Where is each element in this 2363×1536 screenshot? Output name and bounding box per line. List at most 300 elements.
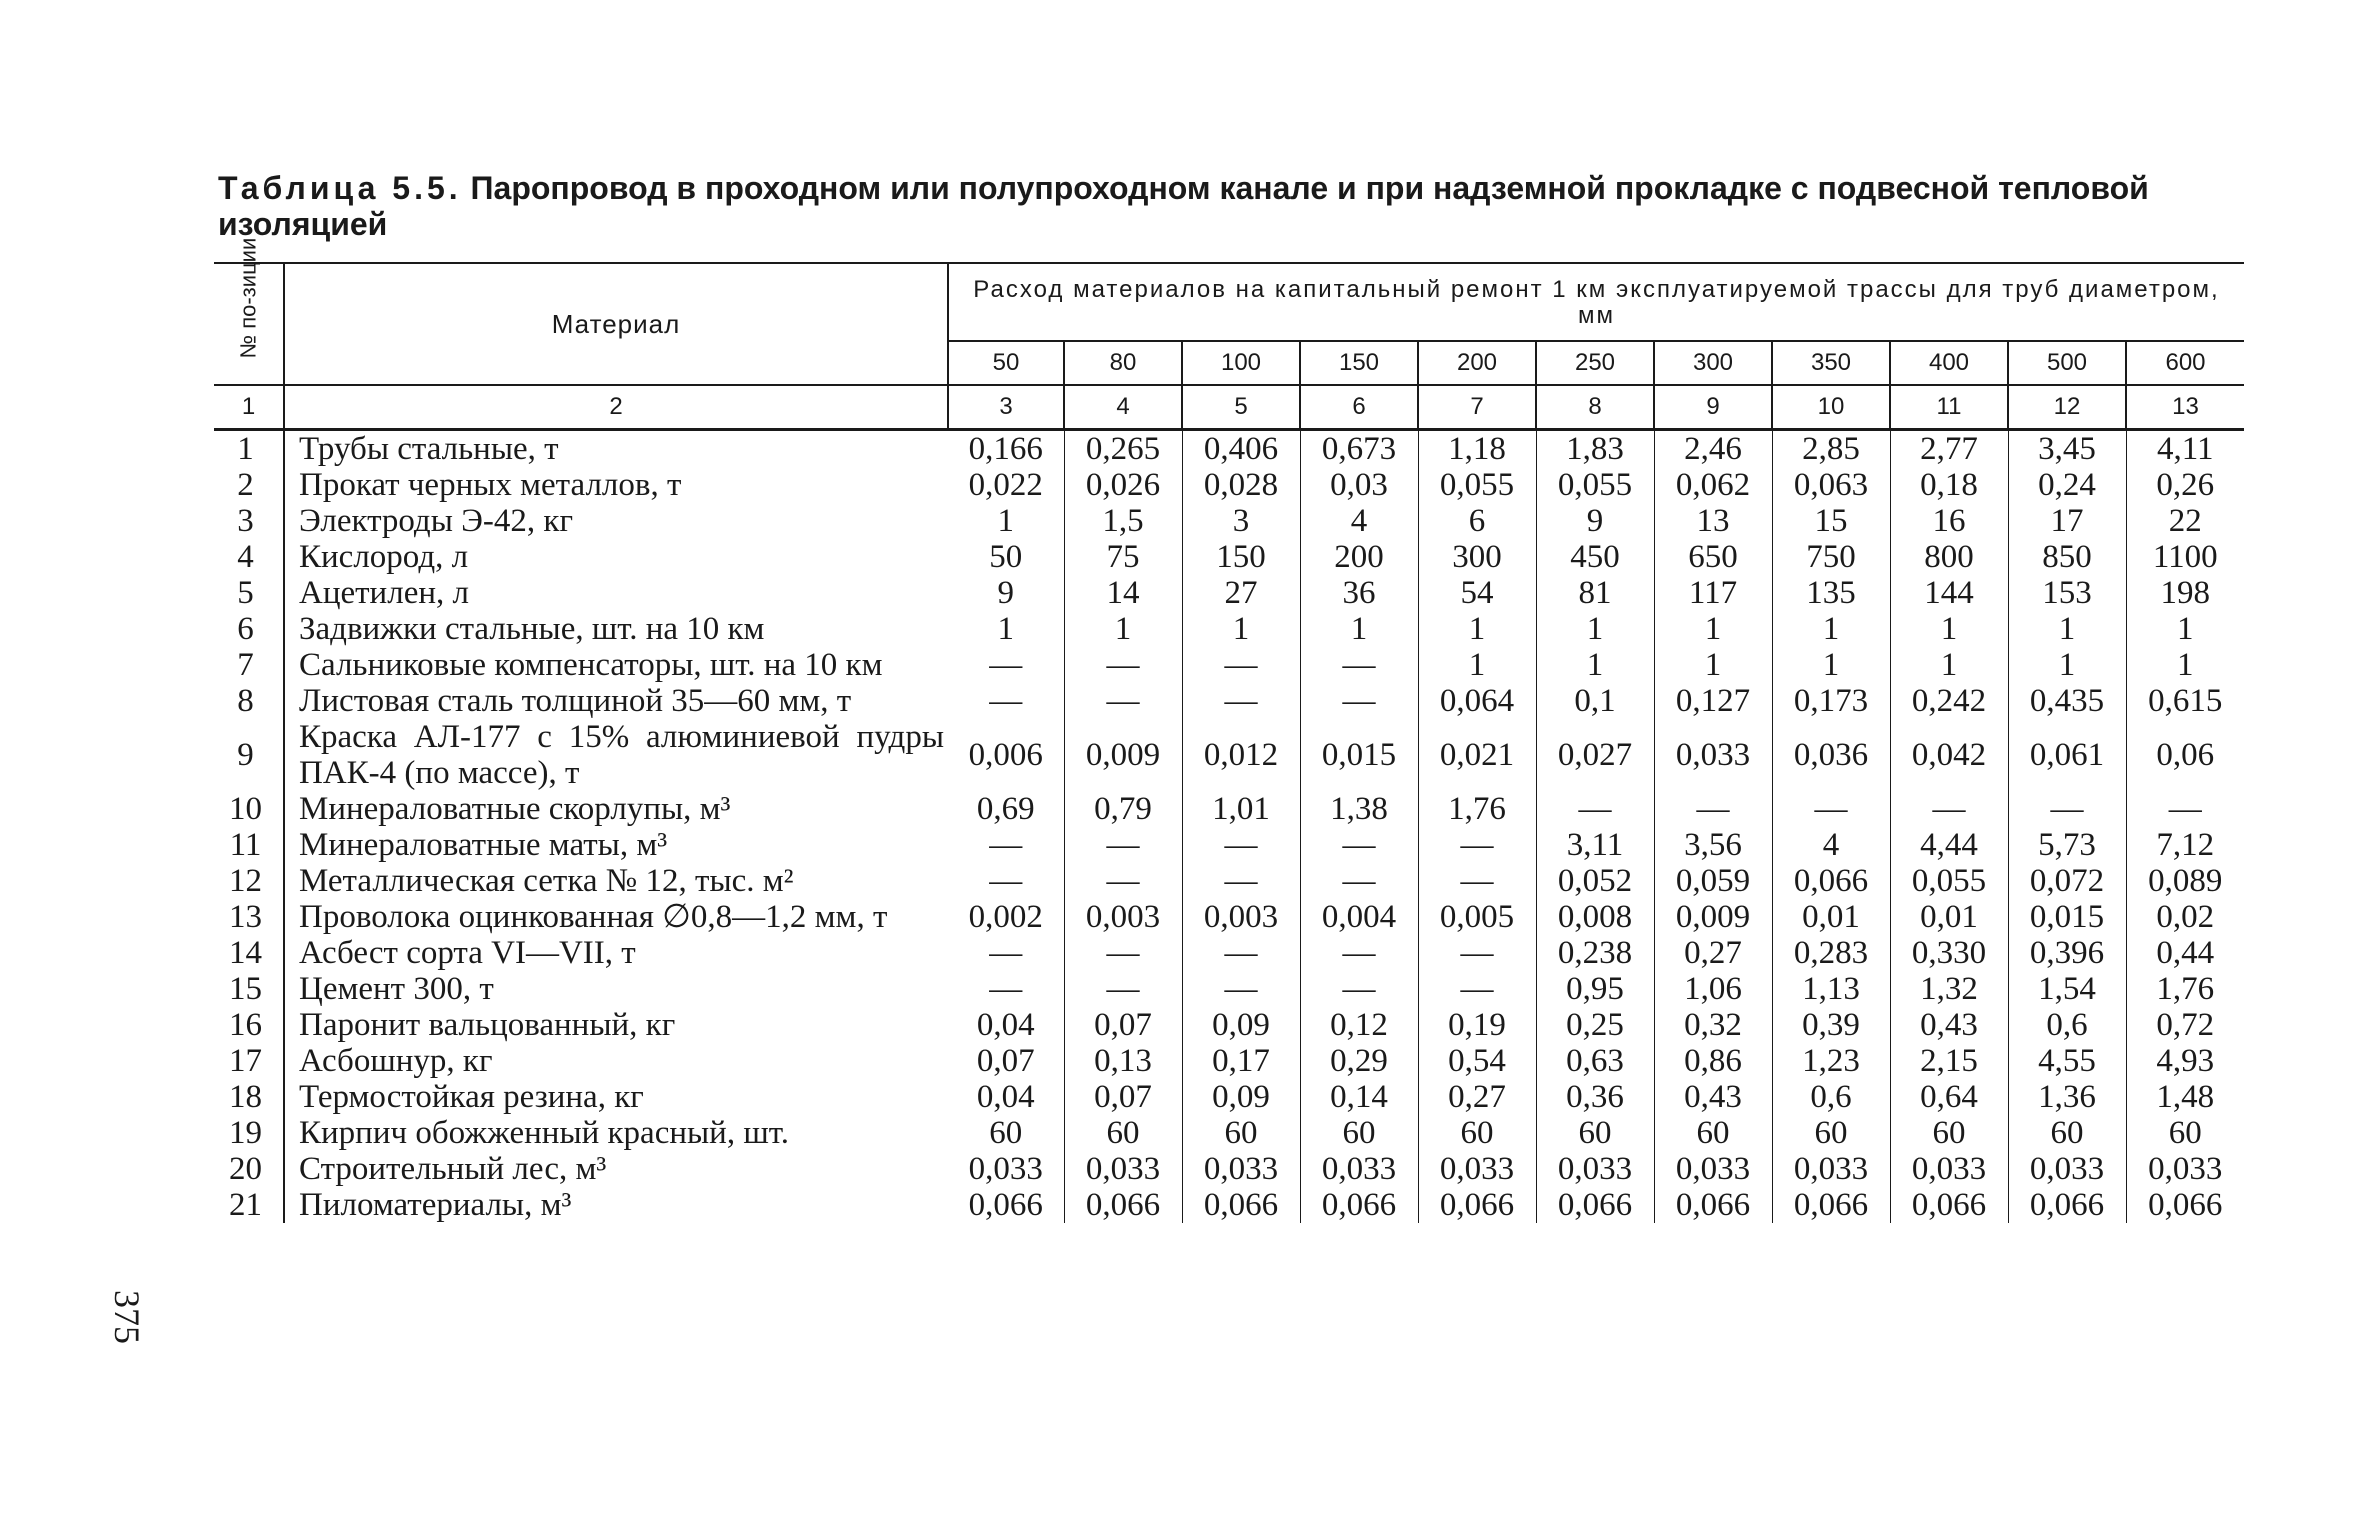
row-value-d250: — <box>1536 791 1654 827</box>
diameter-100: 100 <box>1182 341 1300 385</box>
table-row <box>214 1115 2244 1151</box>
row-material: Термостойкая резина, кг <box>299 1079 644 1115</box>
row-material: Цемент 300, т <box>299 971 494 1007</box>
row-value-d300: 0,32 <box>1654 1007 1772 1043</box>
row-material: Листовая сталь толщиной 35—60 мм, т <box>299 683 852 719</box>
row-value-d80: 14 <box>1064 575 1182 611</box>
row-value-d350: 0,283 <box>1772 935 1890 971</box>
row-value-d600: 0,06 <box>2126 719 2244 791</box>
table-row <box>214 503 2244 539</box>
row-value-d350: 1,13 <box>1772 971 1890 1007</box>
row-value-d600: 198 <box>2126 575 2244 611</box>
row-value-d100: 0,012 <box>1182 719 1300 791</box>
diameter-250: 250 <box>1536 341 1654 385</box>
column-number-2: 2 <box>284 385 948 430</box>
table-row <box>214 1079 2244 1115</box>
row-value-d150: 1,38 <box>1300 791 1418 827</box>
row-value-d400: 0,042 <box>1890 719 2008 791</box>
row-value-d50: 0,69 <box>976 791 1035 827</box>
materials-table <box>214 237 2244 1223</box>
column-number-7: 7 <box>1418 385 1536 430</box>
row-value-d150: — <box>1300 935 1418 971</box>
row-value-d500: 0,033 <box>2008 1151 2126 1187</box>
row-value-d150: — <box>1300 647 1418 683</box>
row-value-d80: 0,009 <box>1064 719 1182 791</box>
row-material: Асбошнур, кг <box>299 1043 493 1079</box>
row-value-d350: 0,036 <box>1772 719 1890 791</box>
column-number-row <box>214 385 2244 430</box>
row-value-d300: 0,127 <box>1654 683 1772 719</box>
row-value-d80: 0,07 <box>1064 1007 1182 1043</box>
diameter-500: 500 <box>2008 341 2126 385</box>
row-value-d600: 0,44 <box>2126 935 2244 971</box>
row-value-d200: 0,055 <box>1418 467 1536 503</box>
row-value-d400: 0,01 <box>1890 899 2008 935</box>
row-value-d250: 1 <box>1536 611 1654 647</box>
row-position-no: 8 <box>214 683 284 719</box>
row-value-d100: 60 <box>1182 1115 1300 1151</box>
row-value-d350: 0,01 <box>1772 899 1890 935</box>
position-no-label: № по-зиции <box>235 237 261 359</box>
row-value-d50: 60 <box>989 1115 1023 1151</box>
row-value-d200: 0,064 <box>1418 683 1536 719</box>
row-value-d150: 200 <box>1300 539 1418 575</box>
row-position-no: 11 <box>214 827 284 863</box>
diameter-600: 600 <box>2126 341 2244 385</box>
row-value-d80: 0,003 <box>1064 899 1182 935</box>
row-value-d400: 144 <box>1890 575 2008 611</box>
row-value-d50: 0,066 <box>968 1187 1043 1223</box>
row-value-d500: 4,55 <box>2008 1043 2126 1079</box>
row-position-no: 9 <box>214 719 284 791</box>
row-value-d300: 0,066 <box>1654 1187 1772 1223</box>
diameter-200: 200 <box>1418 341 1536 385</box>
row-value-d80: — <box>1064 935 1182 971</box>
row-material: Пиломатериалы, м³ <box>299 1187 572 1223</box>
row-value-d200: 1 <box>1418 611 1536 647</box>
row-value-d80: 1,5 <box>1064 503 1182 539</box>
row-value-d600: 60 <box>2126 1115 2244 1151</box>
row-value-d50: 0,022 <box>968 467 1043 503</box>
column-number-8: 8 <box>1536 385 1654 430</box>
row-value-d100: 0,09 <box>1182 1007 1300 1043</box>
row-material: Минераловатные скорлупы, м³ <box>299 791 731 827</box>
row-value-d250: 60 <box>1536 1115 1654 1151</box>
row-value-d80: 0,033 <box>1064 1151 1182 1187</box>
row-value-d500: 1 <box>2008 611 2126 647</box>
row-value-d400: 0,64 <box>1890 1079 2008 1115</box>
row-value-d400: 2,77 <box>1890 430 2008 468</box>
row-material: Проволока оцинкованная ∅0,8—1,2 мм, т <box>299 899 888 935</box>
row-value-d250: 0,95 <box>1536 971 1654 1007</box>
row-value-d150: — <box>1300 971 1418 1007</box>
row-value-d250: 0,033 <box>1536 1151 1654 1187</box>
row-value-d400: 0,18 <box>1890 467 2008 503</box>
row-value-d150: 0,066 <box>1300 1187 1418 1223</box>
row-value-d400: 1 <box>1890 611 2008 647</box>
row-value-d350: — <box>1772 791 1890 827</box>
row-value-d50: 0,166 <box>968 431 1043 467</box>
row-material: Краска АЛ-177 с 15% алюминиевой пудры ПАК-4 (по массе), т <box>299 719 944 791</box>
row-value-d350: 15 <box>1772 503 1890 539</box>
row-value-d150: 36 <box>1300 575 1418 611</box>
row-value-d50: 0,04 <box>976 1007 1035 1043</box>
row-value-d200: — <box>1418 863 1536 899</box>
row-value-d500: 153 <box>2008 575 2126 611</box>
row-value-d200: — <box>1418 827 1536 863</box>
row-value-d100: — <box>1182 827 1300 863</box>
table-row <box>214 899 2244 935</box>
row-value-d50: — <box>989 863 1023 899</box>
row-value-d150: 0,004 <box>1300 899 1418 935</box>
table-row <box>214 1007 2244 1043</box>
row-value-d600: 1 <box>2126 647 2244 683</box>
row-material: Минераловатные маты, м³ <box>299 827 668 863</box>
row-value-d200: 0,066 <box>1418 1187 1536 1223</box>
row-material: Ацетилен, л <box>299 575 469 611</box>
row-value-d500: 850 <box>2008 539 2126 575</box>
row-material: Строительный лес, м³ <box>299 1151 607 1187</box>
row-value-d400: 4,44 <box>1890 827 2008 863</box>
row-position-no: 16 <box>214 1007 284 1043</box>
row-material: Электроды Э-42, кг <box>299 503 573 539</box>
row-value-d600: 1,48 <box>2126 1079 2244 1115</box>
row-value-d50: — <box>989 683 1023 719</box>
row-value-d150: 0,033 <box>1300 1151 1418 1187</box>
row-value-d600: 0,066 <box>2126 1187 2244 1223</box>
row-value-d350: 0,033 <box>1772 1151 1890 1187</box>
row-material: Металлическая сетка № 12, тыс. м² <box>299 863 794 899</box>
row-position-no: 12 <box>214 863 284 899</box>
row-value-d80: 1 <box>1064 611 1182 647</box>
row-material: Прокат черных металлов, т <box>299 467 682 503</box>
row-value-d500: 60 <box>2008 1115 2126 1151</box>
row-material: Сальниковые компенсаторы, шт. на 10 км <box>299 647 883 683</box>
table-row <box>214 575 2244 611</box>
row-value-d350: 0,39 <box>1772 1007 1890 1043</box>
diameter-400: 400 <box>1890 341 2008 385</box>
row-value-d350: 0,066 <box>1772 1187 1890 1223</box>
row-value-d50: — <box>989 971 1023 1007</box>
row-value-d300: 1,06 <box>1654 971 1772 1007</box>
row-value-d400: 16 <box>1890 503 2008 539</box>
row-value-d500: 0,015 <box>2008 899 2126 935</box>
row-value-d600: 0,615 <box>2126 683 2244 719</box>
row-position-no: 19 <box>214 1115 284 1151</box>
row-value-d300: 13 <box>1654 503 1772 539</box>
row-value-d100: 0,003 <box>1182 899 1300 935</box>
row-value-d500: 0,066 <box>2008 1187 2126 1223</box>
row-position-no: 14 <box>214 935 284 971</box>
row-value-d150: 1 <box>1300 611 1418 647</box>
column-number-9: 9 <box>1654 385 1772 430</box>
diameter-350: 350 <box>1772 341 1890 385</box>
row-value-d600: 0,72 <box>2126 1007 2244 1043</box>
row-value-d500: 0,061 <box>2008 719 2126 791</box>
row-value-d400: 2,15 <box>1890 1043 2008 1079</box>
column-number-13: 13 <box>2126 385 2244 430</box>
table-row <box>214 1151 2244 1187</box>
row-value-d300: 117 <box>1654 575 1772 611</box>
row-position-no: 17 <box>214 1043 284 1079</box>
row-value-d150: 0,03 <box>1300 467 1418 503</box>
row-value-d80: 0,79 <box>1064 791 1182 827</box>
row-value-d250: 0,027 <box>1536 719 1654 791</box>
row-value-d100: 0,028 <box>1182 467 1300 503</box>
row-value-d300: 0,062 <box>1654 467 1772 503</box>
row-value-d200: 54 <box>1418 575 1536 611</box>
row-material: Кислород, л <box>299 539 469 575</box>
table-row <box>214 827 2244 863</box>
diameter-80: 80 <box>1064 341 1182 385</box>
row-value-d200: 1,18 <box>1418 430 1536 468</box>
row-value-d50: 50 <box>989 539 1023 575</box>
row-value-d100: — <box>1182 647 1300 683</box>
row-value-d100: 150 <box>1182 539 1300 575</box>
row-value-d150: — <box>1300 863 1418 899</box>
row-value-d500: 3,45 <box>2008 430 2126 468</box>
row-value-d150: — <box>1300 683 1418 719</box>
row-value-d100: 0,17 <box>1182 1043 1300 1079</box>
row-value-d250: 0,238 <box>1536 935 1654 971</box>
row-position-no: 4 <box>214 539 284 575</box>
column-number-6: 6 <box>1300 385 1418 430</box>
row-position-no: 7 <box>214 647 284 683</box>
column-number-12: 12 <box>2008 385 2126 430</box>
row-value-d300: 0,059 <box>1654 863 1772 899</box>
row-value-d250: 0,36 <box>1536 1079 1654 1115</box>
row-material: Асбест сорта VI—VII, т <box>299 935 636 971</box>
row-value-d400: 0,330 <box>1890 935 2008 971</box>
row-value-d50: 9 <box>997 575 1014 611</box>
row-value-d100: — <box>1182 863 1300 899</box>
row-value-d500: 1,54 <box>2008 971 2126 1007</box>
column-number-10: 10 <box>1772 385 1890 430</box>
column-number-11: 11 <box>1890 385 2008 430</box>
row-value-d250: 0,63 <box>1536 1043 1654 1079</box>
row-value-d300: 2,46 <box>1654 430 1772 468</box>
row-value-d350: 1 <box>1772 647 1890 683</box>
row-value-d600: 1 <box>2126 611 2244 647</box>
row-value-d500: 1,36 <box>2008 1079 2126 1115</box>
row-value-d200: 0,005 <box>1418 899 1536 935</box>
row-value-d400: 0,43 <box>1890 1007 2008 1043</box>
row-value-d600: 4,93 <box>2126 1043 2244 1079</box>
position-no-header <box>214 237 284 385</box>
row-value-d350: 1,23 <box>1772 1043 1890 1079</box>
table-body <box>214 430 2244 1224</box>
row-value-d200: — <box>1418 971 1536 1007</box>
row-value-d350: 0,173 <box>1772 683 1890 719</box>
row-position-no: 10 <box>214 791 284 827</box>
row-value-d600: 0,02 <box>2126 899 2244 935</box>
row-value-d500: 0,6 <box>2008 1007 2126 1043</box>
row-value-d300: 0,86 <box>1654 1043 1772 1079</box>
row-value-d350: 2,85 <box>1772 430 1890 468</box>
row-material: Кирпич обожженный красный, шт. <box>299 1115 789 1151</box>
row-value-d400: 0,033 <box>1890 1151 2008 1187</box>
row-position-no: 1 <box>214 430 284 468</box>
row-value-d100: — <box>1182 683 1300 719</box>
row-value-d500: 17 <box>2008 503 2126 539</box>
row-value-d300: 60 <box>1654 1115 1772 1151</box>
row-value-d80: 75 <box>1064 539 1182 575</box>
row-value-d200: 0,54 <box>1418 1043 1536 1079</box>
row-material: Задвижки стальные, шт. на 10 км <box>299 611 765 647</box>
table-caption: Паропровод в проходном или полупроходном канале и при надземной прокладке с подвесной тепловой изоляцией <box>218 170 2149 242</box>
table-row <box>214 863 2244 899</box>
table-row <box>214 539 2244 575</box>
diameter-150: 150 <box>1300 341 1418 385</box>
row-value-d150: 0,29 <box>1300 1043 1418 1079</box>
row-value-d400: 60 <box>1890 1115 2008 1151</box>
row-value-d200: 300 <box>1418 539 1536 575</box>
row-value-d600: 1100 <box>2126 539 2244 575</box>
row-value-d350: 750 <box>1772 539 1890 575</box>
row-position-no: 21 <box>214 1187 284 1223</box>
row-value-d200: 0,27 <box>1418 1079 1536 1115</box>
row-value-d80: 0,07 <box>1064 1079 1182 1115</box>
column-number-5: 5 <box>1182 385 1300 430</box>
table-row <box>214 467 2244 503</box>
row-value-d150: 60 <box>1300 1115 1418 1151</box>
row-position-no: 20 <box>214 1151 284 1187</box>
row-value-d50: 0,07 <box>976 1043 1035 1079</box>
row-value-d500: 0,396 <box>2008 935 2126 971</box>
row-value-d150: 0,12 <box>1300 1007 1418 1043</box>
row-value-d50: — <box>989 647 1023 683</box>
row-value-d250: 0,008 <box>1536 899 1654 935</box>
row-value-d100: 0,406 <box>1182 430 1300 468</box>
table-row <box>214 1043 2244 1079</box>
row-value-d150: 4 <box>1300 503 1418 539</box>
row-value-d80: 0,265 <box>1064 430 1182 468</box>
table-row <box>214 719 2244 791</box>
row-value-d300: 0,033 <box>1654 719 1772 791</box>
row-position-no: 5 <box>214 575 284 611</box>
row-value-d250: 3,11 <box>1536 827 1654 863</box>
row-value-d200: 0,021 <box>1418 719 1536 791</box>
diameter-300: 300 <box>1654 341 1772 385</box>
row-value-d50: — <box>989 935 1023 971</box>
row-position-no: 13 <box>214 899 284 935</box>
row-value-d300: 1 <box>1654 611 1772 647</box>
table-title <box>218 170 2168 242</box>
row-value-d250: 0,055 <box>1536 467 1654 503</box>
row-value-d500: 0,24 <box>2008 467 2126 503</box>
row-value-d250: 450 <box>1536 539 1654 575</box>
row-value-d350: 1 <box>1772 611 1890 647</box>
row-value-d50: 1 <box>997 611 1014 647</box>
row-value-d50: — <box>989 827 1023 863</box>
row-value-d200: 1,76 <box>1418 791 1536 827</box>
row-value-d500: — <box>2008 791 2126 827</box>
page-number: 375 <box>107 1290 147 1344</box>
row-value-d250: 0,052 <box>1536 863 1654 899</box>
row-value-d250: 1 <box>1536 647 1654 683</box>
row-value-d400: 0,055 <box>1890 863 2008 899</box>
row-value-d150: 0,015 <box>1300 719 1418 791</box>
row-value-d250: 0,25 <box>1536 1007 1654 1043</box>
row-value-d100: 1 <box>1182 611 1300 647</box>
row-value-d400: 0,066 <box>1890 1187 2008 1223</box>
row-value-d350: 0,066 <box>1772 863 1890 899</box>
row-value-d80: — <box>1064 647 1182 683</box>
row-value-d80: 0,13 <box>1064 1043 1182 1079</box>
row-value-d200: 6 <box>1418 503 1536 539</box>
row-position-no: 2 <box>214 467 284 503</box>
diameter-50: 50 <box>948 341 1064 385</box>
row-value-d350: 135 <box>1772 575 1890 611</box>
column-number-1: 1 <box>214 385 284 430</box>
row-value-d100: 0,033 <box>1182 1151 1300 1187</box>
row-position-no: 18 <box>214 1079 284 1115</box>
row-value-d80: — <box>1064 863 1182 899</box>
row-value-d80: 0,026 <box>1064 467 1182 503</box>
row-value-d300: 0,009 <box>1654 899 1772 935</box>
row-value-d300: 0,27 <box>1654 935 1772 971</box>
row-value-d200: 0,19 <box>1418 1007 1536 1043</box>
row-value-d50: 0,002 <box>968 899 1043 935</box>
row-value-d600: 0,033 <box>2126 1151 2244 1187</box>
row-value-d80: 60 <box>1064 1115 1182 1151</box>
row-value-d100: 3 <box>1182 503 1300 539</box>
row-value-d200: 0,033 <box>1418 1151 1536 1187</box>
row-value-d150: 0,673 <box>1300 430 1418 468</box>
table-row <box>214 430 2244 468</box>
row-value-d350: 0,6 <box>1772 1079 1890 1115</box>
row-value-d100: — <box>1182 935 1300 971</box>
row-value-d80: 0,066 <box>1064 1187 1182 1223</box>
row-value-d80: — <box>1064 827 1182 863</box>
table-row <box>214 683 2244 719</box>
row-value-d600: 0,26 <box>2126 467 2244 503</box>
row-value-d400: 0,242 <box>1890 683 2008 719</box>
row-value-d200: — <box>1418 935 1536 971</box>
row-value-d300: 1 <box>1654 647 1772 683</box>
row-position-no: 15 <box>214 971 284 1007</box>
row-value-d150: — <box>1300 827 1418 863</box>
row-value-d500: 0,072 <box>2008 863 2126 899</box>
consumption-header: Расход материалов на капитальный ремонт 1 км эксплуатируемой трассы для труб диаметром, мм <box>948 263 2244 341</box>
row-value-d600: 0,089 <box>2126 863 2244 899</box>
row-value-d600: 4,11 <box>2126 430 2244 468</box>
row-value-d600: 1,76 <box>2126 971 2244 1007</box>
row-value-d50: 0,04 <box>976 1079 1035 1115</box>
row-value-d100: — <box>1182 971 1300 1007</box>
row-value-d250: 1,83 <box>1536 430 1654 468</box>
row-value-d400: — <box>1890 791 2008 827</box>
row-position-no: 6 <box>214 611 284 647</box>
table-row <box>214 791 2244 827</box>
row-value-d50: 0,006 <box>968 737 1043 773</box>
row-value-d50: 0,033 <box>968 1151 1043 1187</box>
row-value-d300: 0,43 <box>1654 1079 1772 1115</box>
table-row <box>214 1187 2244 1223</box>
row-value-d100: 27 <box>1182 575 1300 611</box>
header-row-top <box>214 263 2244 341</box>
row-value-d300: 650 <box>1654 539 1772 575</box>
column-number-3: 3 <box>948 385 1064 430</box>
row-value-d200: 60 <box>1418 1115 1536 1151</box>
row-value-d500: 0,435 <box>2008 683 2126 719</box>
row-value-d350: 60 <box>1772 1115 1890 1151</box>
row-value-d300: 3,56 <box>1654 827 1772 863</box>
row-value-d350: 0,063 <box>1772 467 1890 503</box>
row-value-d80: — <box>1064 683 1182 719</box>
row-value-d250: 9 <box>1536 503 1654 539</box>
row-value-d100: 0,066 <box>1182 1187 1300 1223</box>
